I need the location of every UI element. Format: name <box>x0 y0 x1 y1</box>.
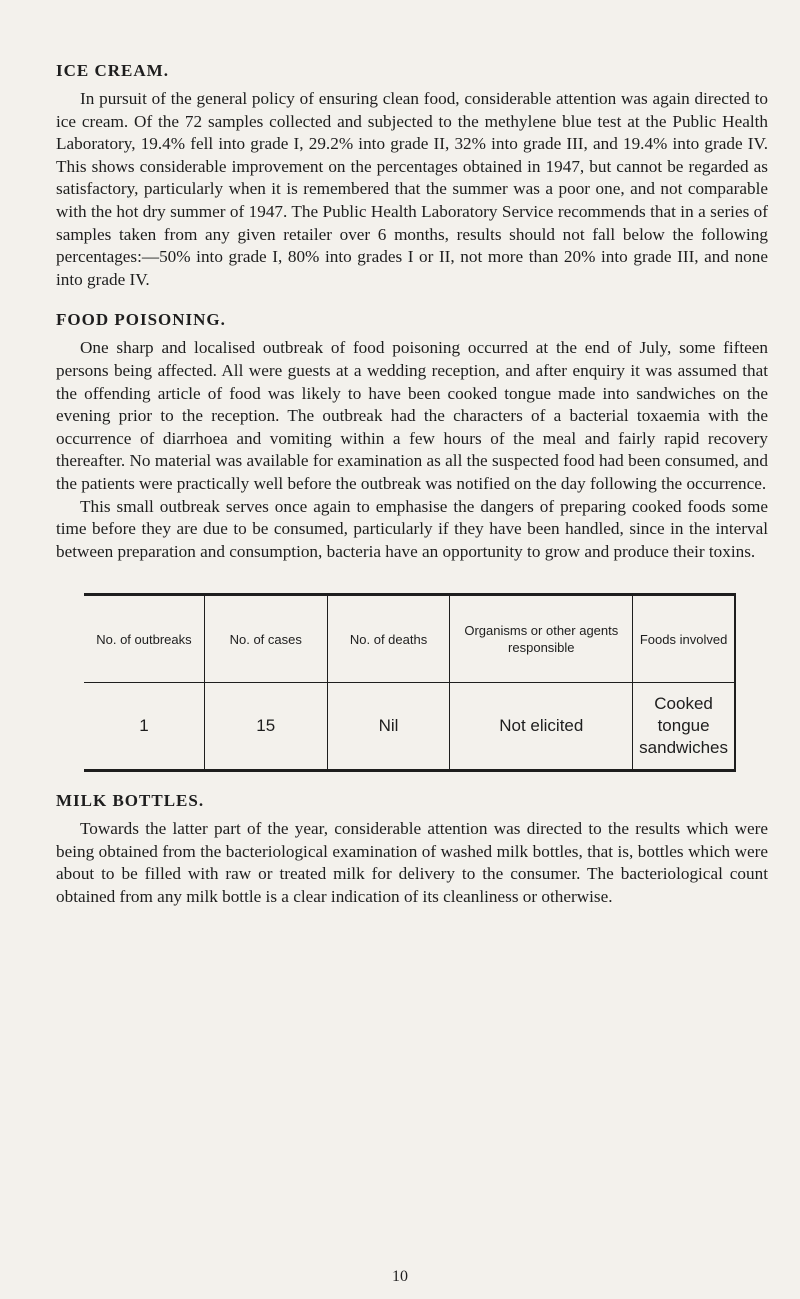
ice-cream-heading: ICE CREAM. <box>56 61 169 80</box>
ice-cream-paragraph: In pursuit of the general policy of ensuring clean food, considerable attention was again directed to ice cream. Of the 72 samples collected and subjected to the methylene blue test at the Public Health Laboratory, 19.4% fell into grade I, 29.2% into grade II, 32% into grade III, and 19.4% into grade IV. This shows considerable improvement on the percentages obtained in 1947, but cannot be regarded as satisfactory, particularly when it is remembered that the summer was a poor one, and not comparable with the hot dry summer of 1947. The Public Health Laboratory Service recommends that in a series of samples taken from any given retailer over 6 months, results should not fall below the following percentages:—50% into grade I, 80% into grades I or II, not more than 20% into grade III, and none into grade IV. <box>56 89 768 289</box>
header-organisms: Organisms or other agents responsible <box>450 595 633 683</box>
food-poisoning-paragraph-1: One sharp and localised outbreak of food poisoning occurred at the end of July, some fifteen persons being affected. All were guests at a wedding reception, and after enquiry it was assumed that the offending article of food was likely to have been cooked tongue made into sandwiches on the evening prior to the reception. The outbreak had the characters of a bacterial toxaemia with the occurrence of diarrhoea and vomiting within a few hours of the meal and fairly rapid recovery thereafter. No material was available for examination as all the suspected food had been consumed, and the patients were practically well before the outbreak was notified on the day following the occurrence. <box>56 338 768 493</box>
outbreak-table <box>84 593 736 772</box>
header-outbreaks: No. of outbreaks <box>84 595 204 683</box>
cell-deaths: Nil <box>327 683 450 771</box>
table-row <box>84 683 735 771</box>
header-cases: No. of cases <box>204 595 327 683</box>
page-number: 10 <box>392 1268 408 1285</box>
milk-bottles-heading: MILK BOTTLES. <box>56 791 205 811</box>
cell-foods: Cooked tongue sandwiches <box>633 683 735 771</box>
food-poisoning-paragraph-2: This small outbreak serves once again to emphasise the dangers of preparing cooked foods some time before they are due to be consumed, particularly if they have been handled, since in the interval between preparation and consumption, bacteria have an opportunity to grow and produce their toxins. <box>56 496 768 561</box>
table-header-row <box>84 595 735 683</box>
cell-organisms: Not elicited <box>450 683 633 771</box>
header-deaths: No. of deaths <box>327 595 450 683</box>
cell-outbreaks: 1 <box>84 683 204 771</box>
milk-bottles-section <box>56 790 768 908</box>
food-poisoning-heading: FOOD POISONING. <box>56 310 226 330</box>
cell-cases: 15 <box>204 683 327 771</box>
food-poisoning-section <box>56 309 768 772</box>
document-page <box>56 60 768 927</box>
milk-bottles-paragraph: Towards the latter part of the year, considerable attention was directed to the results which were being obtained from the bacteriological examination of washed milk bottles, that is, bottles which were about to be filled with raw or treated milk for delivery to the consumer. The bacteriological count obtained from any milk bottle is a clear indication of its cleanliness or otherwise. <box>56 819 768 907</box>
ice-cream-section <box>56 60 768 291</box>
header-foods: Foods involved <box>633 595 735 683</box>
